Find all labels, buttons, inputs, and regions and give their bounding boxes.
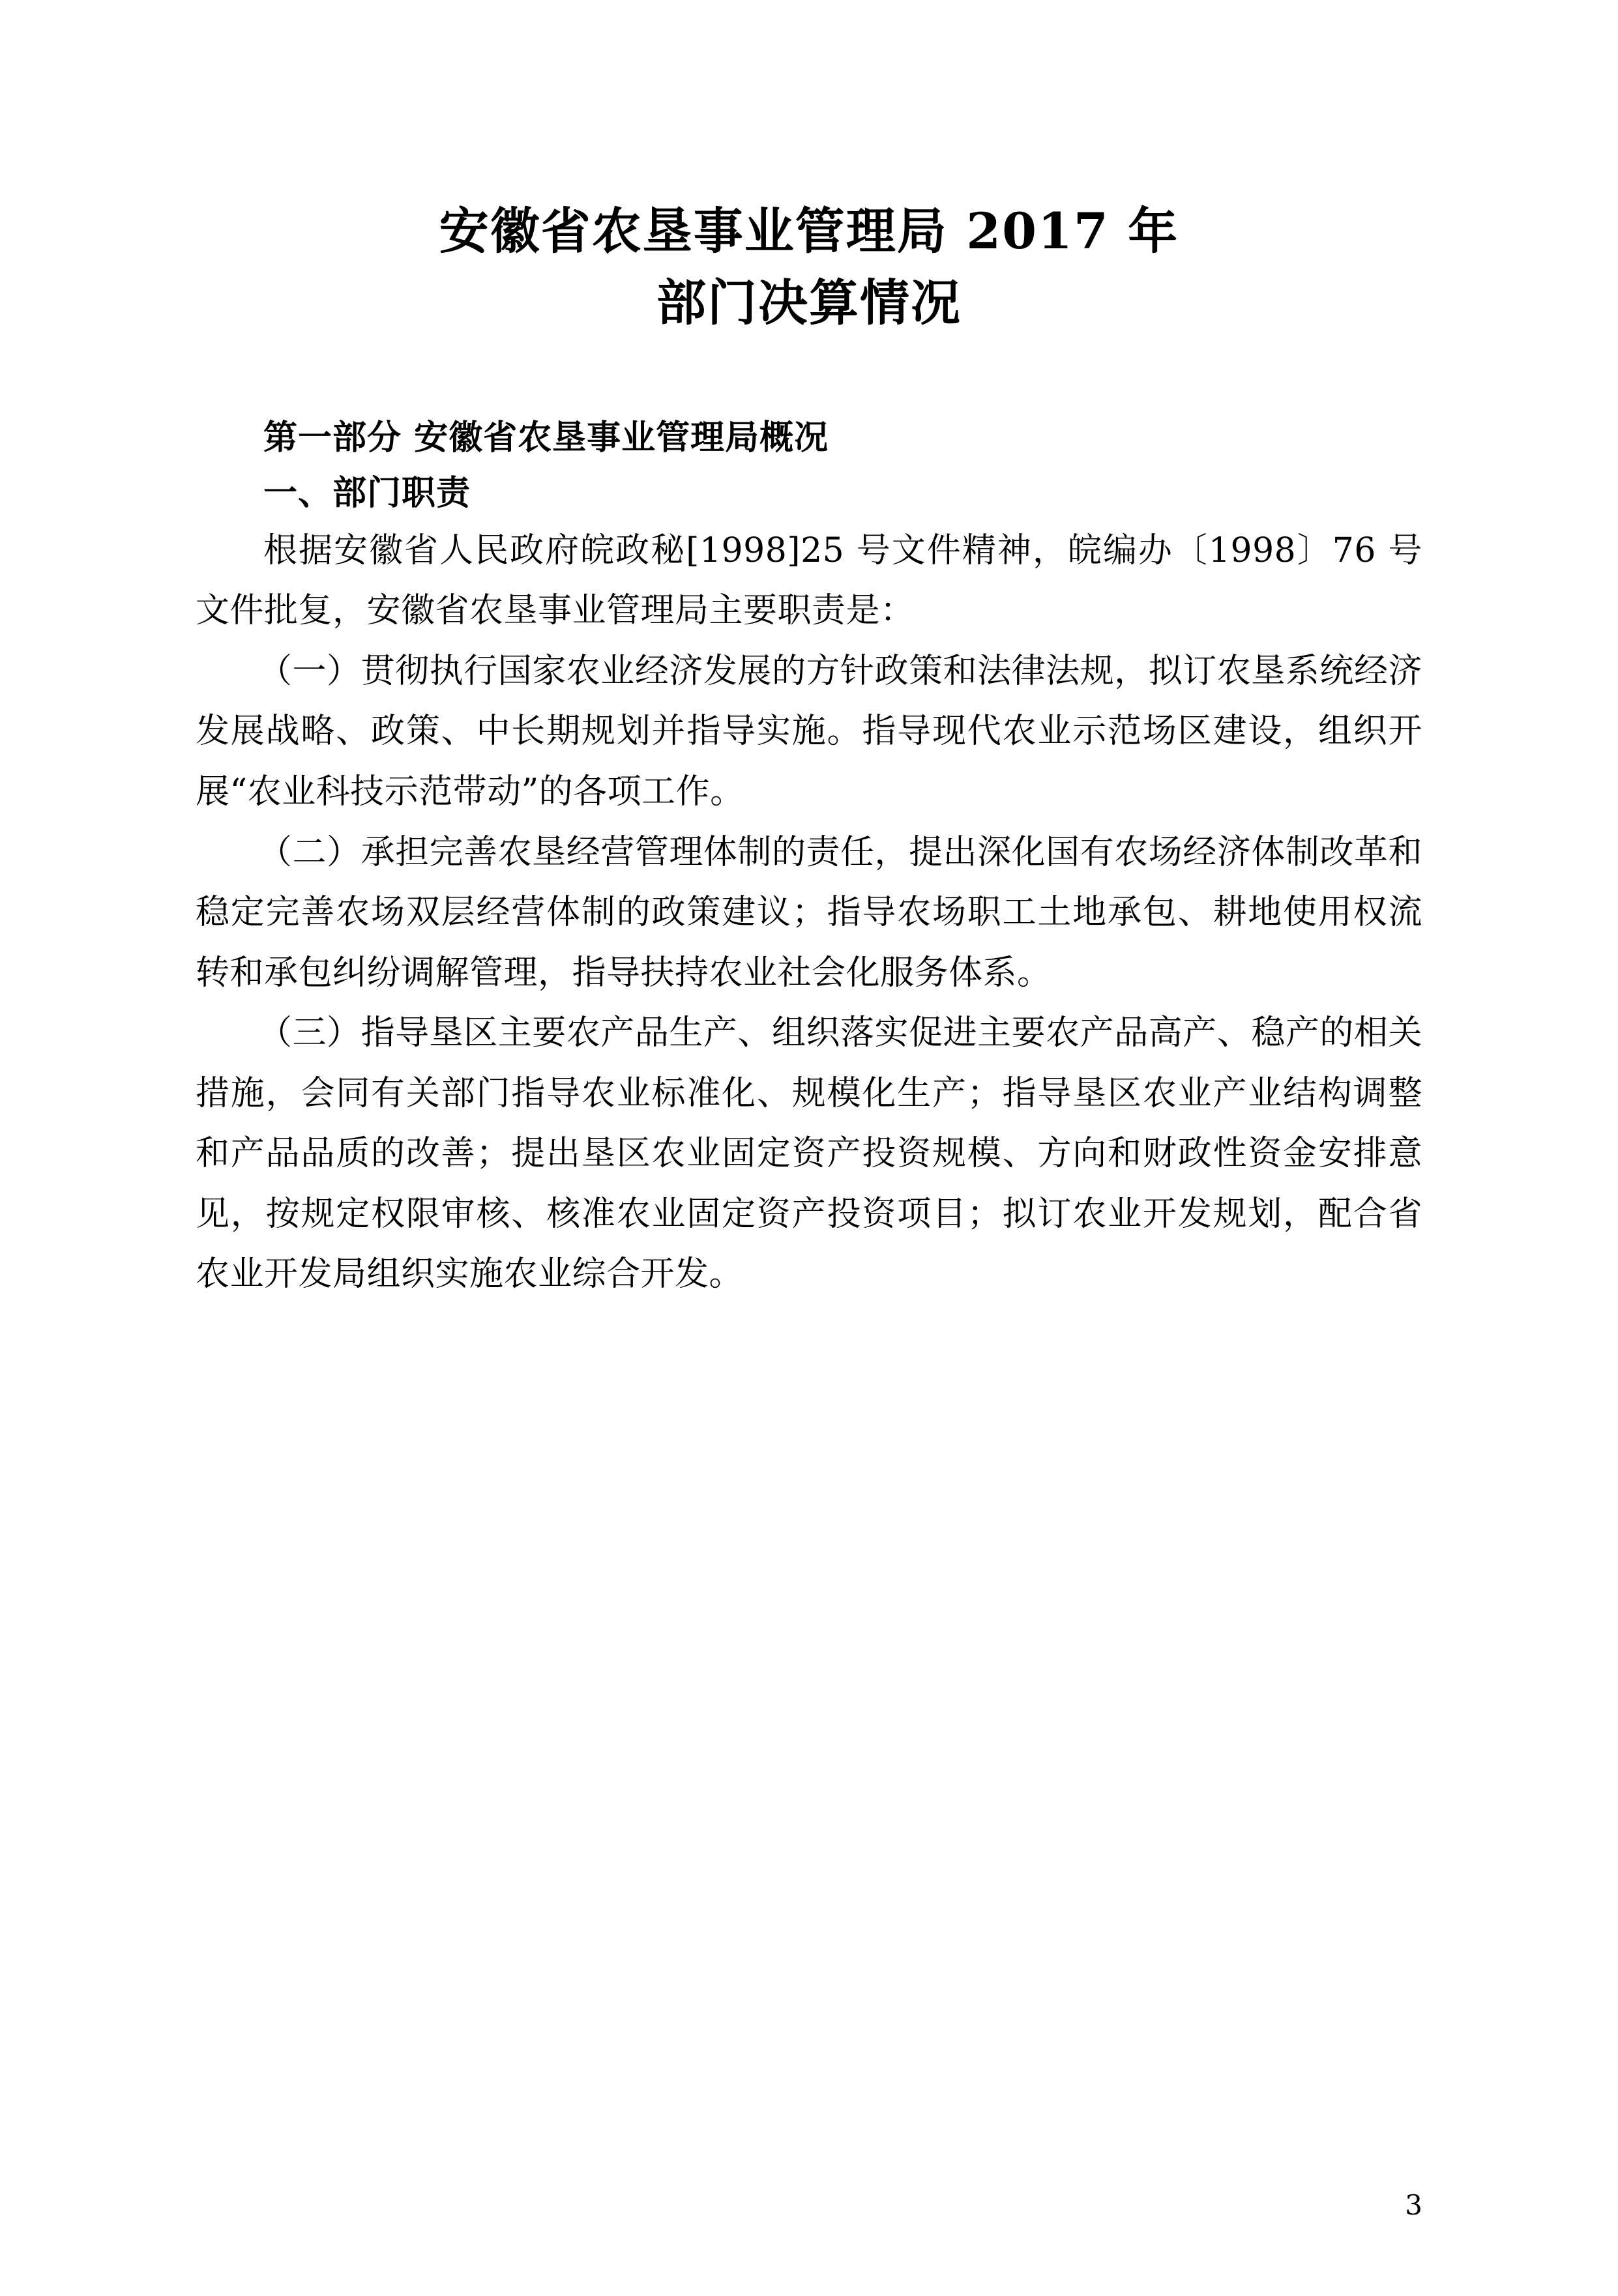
paragraph-item-1: （一）贯彻执行国家农业经济发展的方针政策和法律法规，拟订农垦系统经济发展战略、政策、中长期规划并指导实施。指导现代农业示范场区建设，组织开展“农业科技示范带动”的各项工作。 <box>196 651 1422 812</box>
page-title-line-1: 安徽省农垦事业管理局 2017 年 <box>439 202 1179 260</box>
page-title-line-2: 部门决算情况 <box>656 274 962 332</box>
paragraph-item-3: （三）指导垦区主要农产品生产、组织落实促进主要农产品高产、稳产的相关措施，会同有关部门指导农业标准化、规模化生产；指导垦区农业产业结构调整和产品品质的改善；提出垦区农业固定资产投资规模、方向和财政性资金安排意见，按规定权限审核、核准农业固定资产投资项目；拟订农业开发规划，配合省农业开发局组织实施农业综合开发。 <box>196 1013 1422 1294</box>
title-spacer <box>196 355 1422 411</box>
section-heading: 第一部分 安徽省农垦事业管理局概况 <box>263 418 829 458</box>
page-number: 3 <box>1405 2189 1422 2221</box>
subsection-heading: 一、部门职责 <box>263 473 471 513</box>
paragraph-item-2: （二）承担完善农垦经营管理体制的责任，提出深化国有农场经济体制改革和稳定完善农场双层经营体制的政策建议；指导农场职工土地承包、耕地使用权流转和承包纠纷调解管理，指导扶持农业社会化服务体系。 <box>196 832 1422 993</box>
paragraph-intro: 根据安徽省人民政府皖政秘[1998]25 号文件精神，皖编办〔1998〕76 号文件批复，安徽省农垦事业管理局主要职责是： <box>196 530 1422 631</box>
page-title <box>196 196 1422 339</box>
